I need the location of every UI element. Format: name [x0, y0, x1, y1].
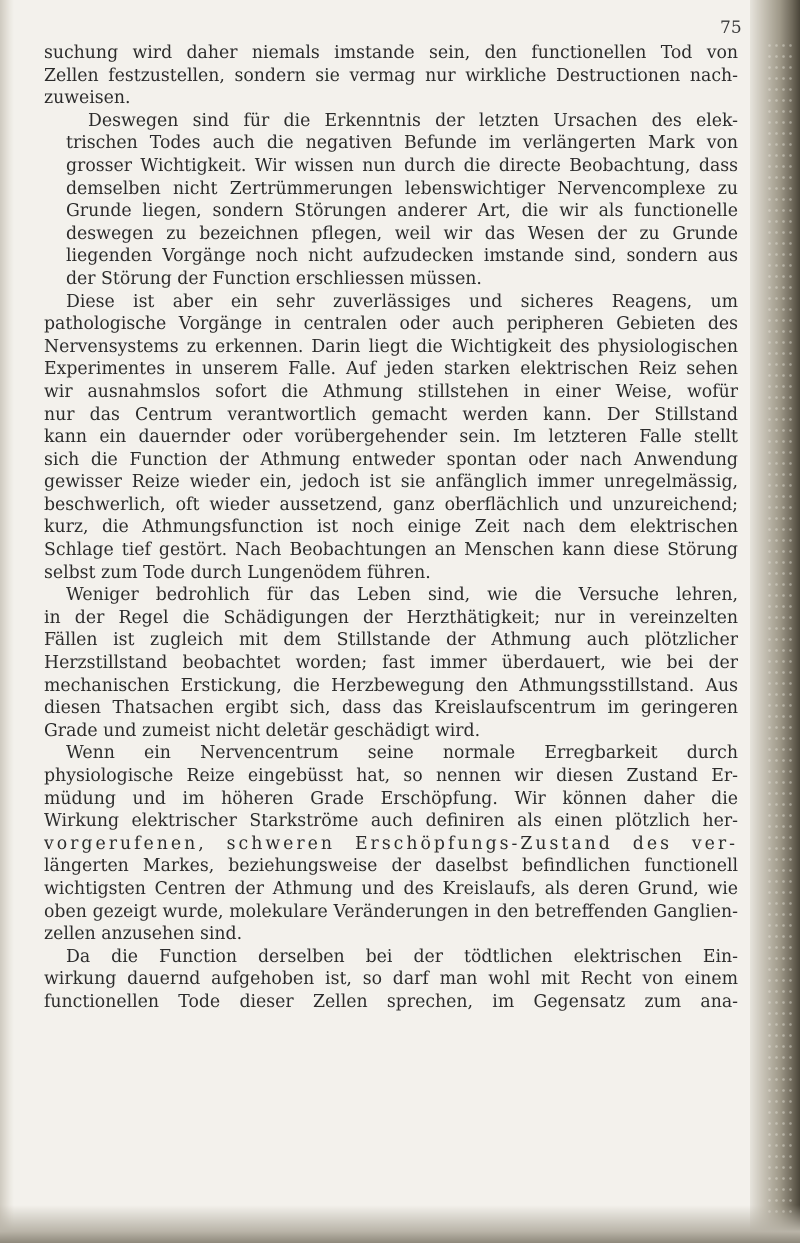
text-line: functionellen Tode dieser Zellen sprechen, im Gegensatz zum ana-	[44, 991, 738, 1012]
text-line: demselben nicht Zertrümmerungen lebenswichtiger Nervencomplexe zu	[66, 178, 738, 199]
text-line: Zellen festzustellen, sondern sie vermag nur wirkliche Destructionen nach-	[44, 65, 738, 86]
text-line: oben gezeigt wurde, molekulare Veränderungen in den betreffenden Ganglien-	[44, 901, 738, 922]
paragraph	[44, 946, 738, 1014]
paragraph	[44, 291, 738, 585]
text-line: physiologische Reize eingebüsst hat, so nennen wir diesen Zustand Er-	[44, 766, 738, 786]
text-line: Diese ist aber ein sehr zuverlässiges und sicheres Reagens, um	[66, 291, 738, 312]
text-line: Experimentes in unserem Falle. Auf jeden starken elektrischen Reiz sehen	[44, 359, 738, 380]
text-line-emphasized: vorgerufenen, schweren Erschöpfungs-Zustand des ver-	[44, 833, 738, 854]
text-line: diesen Thatsachen ergibt sich, dass das Kreislaufscentrum im geringeren	[44, 698, 738, 719]
text-line: Herzstillstand beobachtet worden; fast immer überdauert, wie bei der	[44, 653, 738, 674]
text-line: selbst zum Tode durch Lungenödem führen.	[44, 562, 431, 583]
text-line: grosser Wichtigkeit. Wir wissen nun durch die directe Beobachtung, dass	[66, 155, 738, 176]
text-line: kurz, die Athmungsfunction ist noch einige Zeit nach dem elektrischen	[44, 517, 738, 538]
text-line: wirkung dauernd aufgehoben ist, so darf man wohl mit Recht von einem	[44, 969, 738, 990]
text-line: Deswegen sind für die Erkenntnis der letzten Ursachen des elek-	[88, 110, 738, 131]
text-line: Nervensystems zu erkennen. Darin liegt die Wichtigkeit des physiologischen	[44, 336, 738, 357]
text-line: liegenden Vorgänge noch nicht aufzudecken imstande sind, sondern aus	[66, 246, 738, 267]
text-line: längerten Markes, beziehungsweise der daselbst befindlichen functionell	[44, 856, 738, 877]
paragraph	[44, 110, 738, 291]
text-line: trischen Todes auch die negativen Befunde im verlängerten Mark von	[66, 133, 738, 154]
text-line: Wenn ein Nervencentrum seine normale Erregbarkeit durch	[66, 743, 738, 764]
text-line: pathologische Vorgänge in centralen oder auch peripheren Gebieten des	[44, 314, 738, 335]
text-line: Grade und zumeist nicht deletär geschädigt wird.	[44, 720, 481, 741]
page-bottom-shadow	[0, 1205, 800, 1243]
text-line: gewisser Reize wieder ein, jedoch ist sie anfänglich immer unregelmässig,	[44, 472, 738, 493]
text-line: deswegen zu bezeichnen pflegen, weil wir das Wesen der zu Grunde	[66, 223, 738, 244]
text-line: sich die Function der Athmung entweder spontan oder nach Anwendung	[44, 449, 738, 470]
text-line: zellen anzusehen sind.	[44, 924, 243, 945]
text-line: müdung und im höheren Grade Erschöpfung. Wir können daher die	[44, 788, 738, 809]
text-line: suchung wird daher niemals imstande sein, den functionellen Tod von	[44, 43, 738, 63]
text-line: Weniger bedrohlich für das Leben sind, wie die Versuche lehren,	[66, 585, 738, 606]
text-line: der Störung der Function erschliessen müssen.	[66, 268, 482, 289]
text-line: wir ausnahmslos sofort die Athmung stillstehen in einer Weise, wofür	[44, 381, 738, 402]
text-line: Da die Function derselben bei der tödtlichen elektrischen Ein-	[66, 946, 738, 967]
book-gutter-shadow	[750, 0, 800, 1243]
text-line: kann ein dauernder oder vorübergehender sein. Im letzteren Falle stellt	[44, 427, 738, 448]
text-line: beschwerlich, oft wieder aussetzend, ganz oberflächlich und unzureichend;	[44, 494, 738, 515]
page-number: 75	[720, 18, 742, 38]
text-line: wichtigsten Centren der Athmung und des Kreislaufs, als deren Grund, wie	[44, 878, 738, 899]
text-line: Fällen ist zugleich mit dem Stillstande der Athmung auch plötzlicher	[44, 630, 738, 651]
paragraph	[44, 742, 738, 945]
text-line: zuweisen.	[44, 88, 131, 109]
text-line: Grunde liegen, sondern Störungen anderer Art, die wir als functionelle	[66, 201, 738, 222]
body-text	[44, 42, 738, 1014]
text-line: nur das Centrum verantwortlich gemacht werden kann. Der Stillstand	[44, 404, 738, 425]
paragraph	[44, 584, 738, 742]
text-line: Wirkung elektrischer Starkströme auch definiren als einen plötzlich her-	[44, 811, 738, 832]
paragraph	[44, 42, 738, 110]
gutter-texture	[766, 40, 792, 1220]
text-line: in der Regel die Schädigungen der Herzthätigkeit; nur in vereinzelten	[44, 607, 738, 628]
text-line: mechanischen Erstickung, die Herzbewegung den Athmungsstillstand. Aus	[44, 675, 738, 696]
page-left-edge	[0, 0, 14, 1243]
text-line: Schlage tief gestört. Nach Beobachtungen an Menschen kann diese Störung	[44, 540, 738, 561]
